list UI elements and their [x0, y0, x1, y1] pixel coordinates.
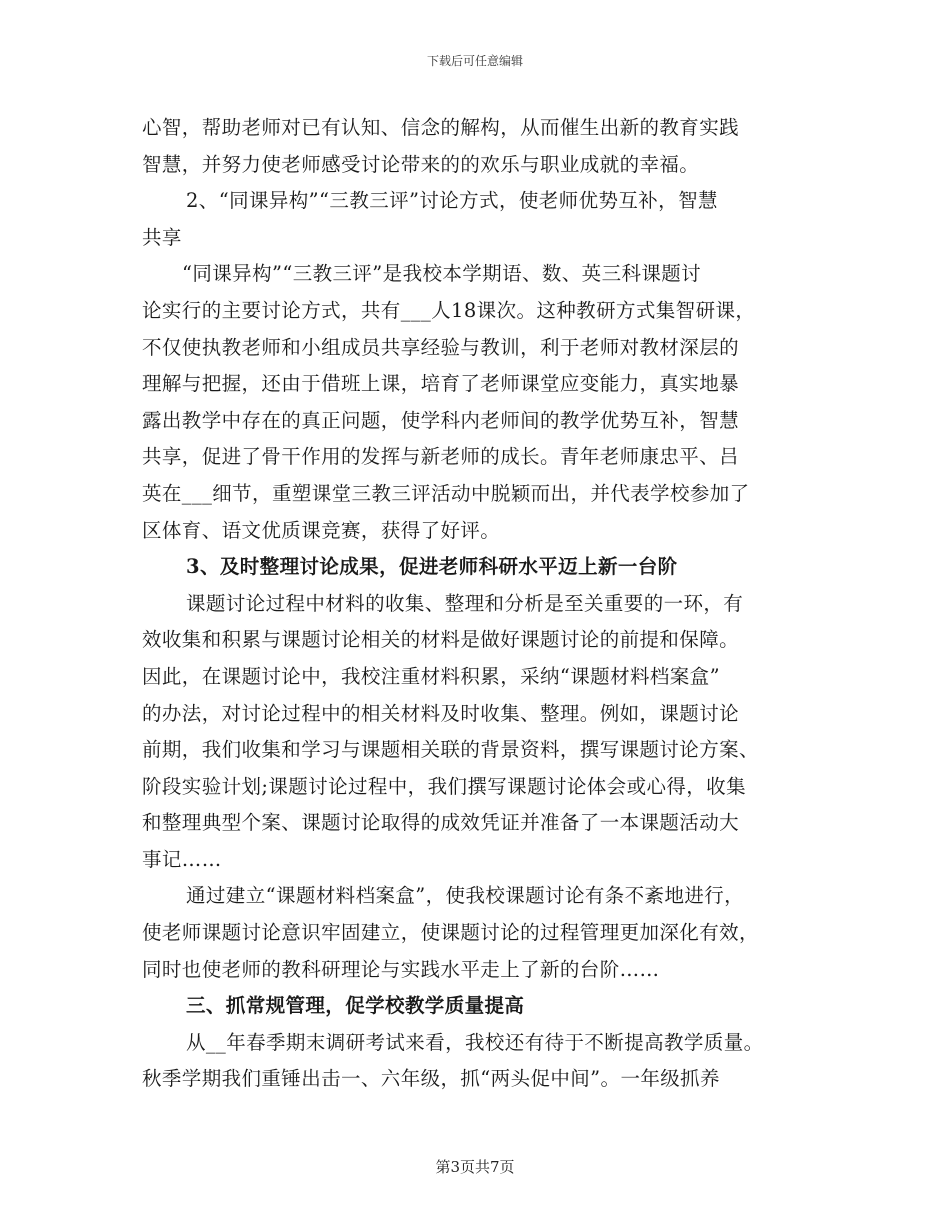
text-line: 从__年春季期末调研考试来看，我校还有待于不断提高教学质量。	[186, 1030, 764, 1054]
text-line: “同课异构”“三教三评”是我校本学期语、数、英三科课题讨	[182, 262, 702, 286]
text-line: 和整理典型个案、课题讨论取得的成效凭证并准备了一本课题活动大	[142, 811, 740, 835]
text-line: 同时也使老师的教科研理论与实践水平走上了新的台阶……	[142, 957, 660, 981]
document-body	[142, 110, 806, 1098]
text-line: 区体育、语文优质课竞赛，获得了好评。	[142, 518, 501, 542]
page-footer: 第3页共7页	[435, 1158, 515, 1176]
section-heading-bold: 三、抓常规管理，促学校教学质量提高	[186, 994, 525, 1018]
page-header: 下载后可任意编辑	[426, 54, 523, 68]
text-line: 课题讨论过程中材料的收集、整理和分析是至关重要的一环，有	[186, 591, 744, 615]
text-line: 共享，促进了骨干作用的发挥与新老师的成长。青年老师康忠平、吕	[142, 445, 740, 469]
section-heading-bold: 3、及时整理讨论成果，促进老师科研水平迈上新一台阶	[186, 555, 678, 579]
text-line: 通过建立“课题材料档案盒”，使我校课题讨论有条不紊地进行，	[186, 884, 745, 908]
text-line: 露出教学中存在的真正问题，使学科内老师间的教学优势互补，智慧	[142, 408, 740, 432]
section-heading: 2、“同课异构”“三教三评”讨论方式，使老师优势互补，智慧	[186, 189, 718, 213]
section-heading-continued: 共享	[142, 225, 182, 249]
text-line: 智慧，并努力使老师感受讨论带来的的欢乐与职业成就的幸福。	[142, 152, 700, 176]
text-line: 阶段实验计划;课题讨论过程中，我们撰写课题讨论体会或心得，收集	[142, 774, 746, 798]
text-line: 理解与把握，还由于借班上课，培育了老师课堂应变能力，真实地暴	[142, 372, 740, 396]
text-line: 因此，在课题讨论中，我校注重材料积累，采纳“课题材料档案盒”	[142, 664, 720, 688]
text-line: 论实行的主要讨论方式，共有___人18课次。这种教研方式集智研课，	[142, 298, 756, 322]
text-line: 的办法，对讨论过程中的相关材料及时收集、整理。例如，课题讨论	[142, 701, 740, 725]
text-line: 不仅使执教老师和小组成员共享经验与教训，利于老师对教材深层的	[142, 335, 740, 359]
text-line: 前期，我们收集和学习与课题相关联的背景资料，撰写课题讨论方案、	[142, 738, 759, 762]
text-line: 使老师课题讨论意识牢固建立，使课题讨论的过程管理更加深化有效，	[142, 921, 759, 945]
text-line: 效收集和积累与课题讨论相关的材料是做好课题讨论的前提和保障。	[142, 628, 740, 652]
text-line: 事记……	[142, 847, 222, 871]
text-line: 心智，帮助老师对已有认知、信念的解构，从而催生出新的教育实践	[142, 116, 740, 139]
text-line: 秋季学期我们重锤出击一、六年级，抓“两头促中间”。一年级抓养	[142, 1067, 720, 1091]
text-line: 英在___细节，重塑课堂三教三评活动中脱颖而出，并代表学校参加了	[142, 481, 750, 505]
